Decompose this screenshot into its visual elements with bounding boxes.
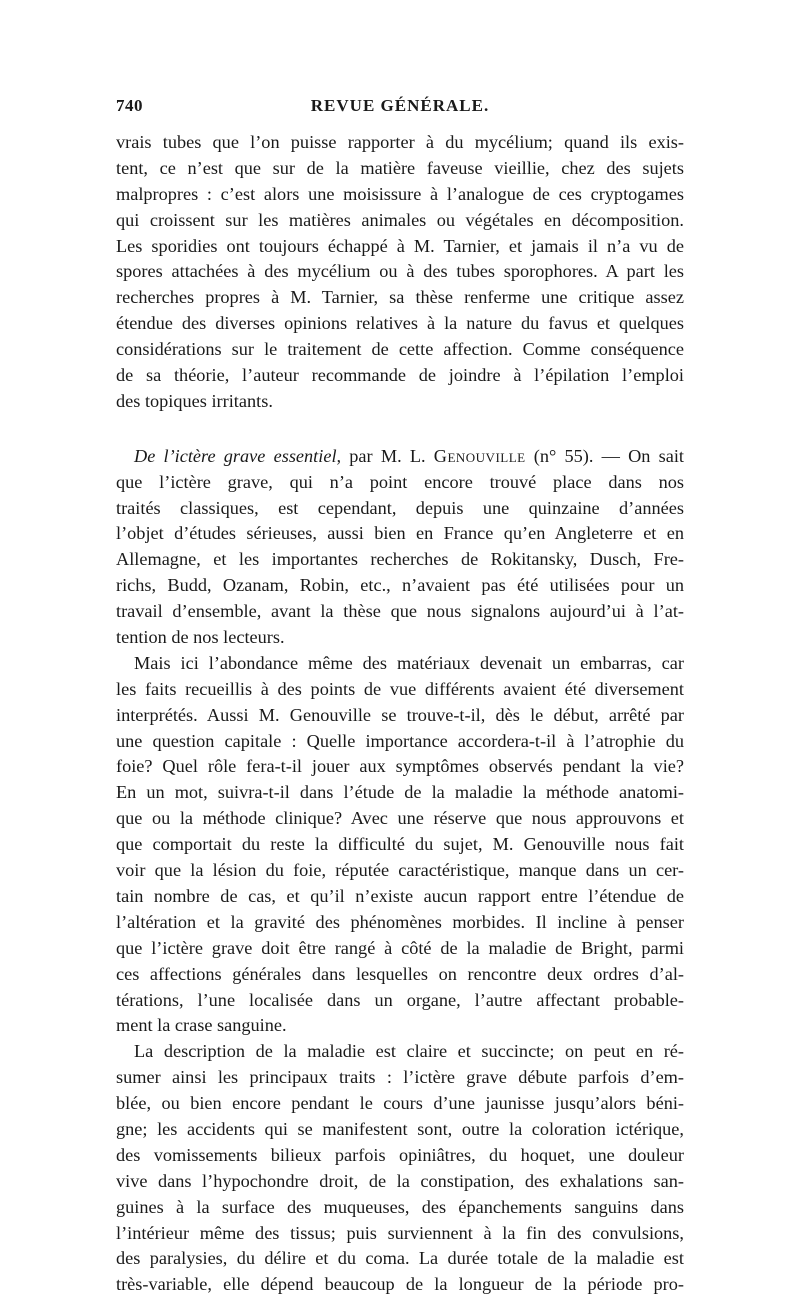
section-heading-line xyxy=(116,444,684,470)
text-line: malpropres : c’est alors une moisissure à l’analogue de ces cryptogames xyxy=(116,183,684,204)
text-line: travail d’ensemble, avant la thèse que nous signalons aujourd’ui à l’at- xyxy=(116,601,684,622)
text-line: que comportait du reste la difficulté du sujet, M. Genouville nous fait xyxy=(116,834,684,855)
text-line: voir que la lésion du foie, réputée caractéristique, manque dans un cer- xyxy=(116,860,684,881)
text-line: que l’ictère grave doit être rangé à côté de la maladie de Bright, parmi xyxy=(116,937,684,958)
article-body xyxy=(116,130,684,1298)
text-line: Allemagne, et les importantes recherches de Rokitansky, Dusch, Fre- xyxy=(116,549,684,570)
running-header xyxy=(116,96,684,122)
text-line: des paralysies, du délire et du coma. La durée totale de la maladie est xyxy=(116,1248,684,1269)
page-number: 740 xyxy=(116,96,143,115)
text-line: En un mot, suivra-t-il dans l’étude de la maladie la méthode anatomi- xyxy=(116,782,684,803)
text-line: qui croissent sur les matières animales ou végétales en décomposition. xyxy=(116,209,684,230)
text-line: tain nombre de cas, et qu’il n’existe aucun rapport entre l’étendue de xyxy=(116,885,684,906)
text-line: guines à la surface des muqueuses, des épanchements sanguins dans xyxy=(116,1196,684,1217)
section-gap xyxy=(116,415,684,444)
text-line: l’intérieur même des tissus; puis surviennent à la fin des convulsions, xyxy=(116,1222,684,1243)
article-title: De l’ictère grave essentiel, xyxy=(134,445,342,466)
text-line: tent, ce n’est que sur de la matière faveuse vieillie, chez des sujets xyxy=(116,157,684,178)
text-line: Mais ici l’abondance même des matériaux devenait un embarras, car xyxy=(134,652,684,673)
text-line: une question capitale : Quelle importance accordera-t-il à l’atrophie du xyxy=(116,730,684,751)
text-line: l’altération et la gravité des phénomènes morbides. Il incline à penser xyxy=(116,911,684,932)
text-line: étendue des diverses opinions relatives à la nature du favus et quelques xyxy=(116,313,684,334)
text-line: tention de nos lecteurs. xyxy=(116,627,285,648)
text-line: que ou la méthode clinique? Avec une réserve que nous approuvons et xyxy=(116,808,684,829)
text-line: Les sporidies ont toujours échappé à M. Tarnier, et jamais il n’a vu de xyxy=(116,235,684,256)
text-line: l’objet d’études sérieuses, aussi bien en France qu’en Angleterre et en xyxy=(116,523,684,544)
author-name: Genouville xyxy=(433,445,526,466)
text-line: spores attachées à des mycélium ou à des tubes sporophores. A part les xyxy=(116,261,684,282)
text-line: des vomissements bilieux parfois opiniâtres, du hoquet, une douleur xyxy=(116,1144,684,1165)
text-line: que l’ictère grave, qui n’a point encore trouvé place dans nos xyxy=(116,471,684,492)
text-line: interprétés. Aussi M. Genouville se trouve-t-il, dès le début, arrêté par xyxy=(116,704,684,725)
paragraph-ictere-description xyxy=(116,1039,684,1298)
text-line: richs, Budd, Ozanam, Robin, etc., n’avaient pas été utilisées pour un xyxy=(116,575,684,596)
text-line: les faits recueillis à des points de vue différents avaient été diversement xyxy=(116,678,684,699)
text-line: traités classiques, est cependant, depuis une quinzaine d’années xyxy=(116,497,684,518)
text-line: vrais tubes que l’on puisse rapporter à du mycélium; quand ils exis- xyxy=(116,132,684,152)
text-line: ces affections générales dans lesquelles on rencontre deux ordres d’al- xyxy=(116,963,684,984)
text-line: térations, l’une localisée dans un organe, l’autre affectant probable- xyxy=(116,989,684,1010)
text-line: sumer ainsi les principaux traits : l’ictère grave débute parfois d’em- xyxy=(116,1067,684,1088)
text-line: recherches propres à M. Tarnier, sa thèse renferme une critique assez xyxy=(116,287,684,308)
author-prefix: par M. L. xyxy=(341,445,434,466)
text-line: blée, ou bien encore pendant le cours d’une jaunisse jusqu’alors béni- xyxy=(116,1093,684,1114)
text-line: gne; les accidents qui se manifestent sont, outre la coloration ictérique, xyxy=(116,1118,684,1139)
text-line: considérations sur le traitement de cette affection. Comme conséquence xyxy=(116,339,684,360)
text-line: La description de la maladie est claire et succincte; on peut en ré- xyxy=(134,1041,684,1062)
text-line: de sa théorie, l’auteur recommande de joindre à l’épilation l’emploi xyxy=(116,365,684,386)
heading-line-rest: (n° 55). — On sait xyxy=(525,445,685,466)
text-line: vive dans l’hypochondre droit, de la constipation, des exhalations san- xyxy=(116,1170,684,1191)
text-line: ment la crase sanguine. xyxy=(116,1015,287,1036)
paragraph-ictere-method xyxy=(116,651,684,1039)
paragraph-favus-conclusion xyxy=(116,130,684,415)
text-line: très-variable, elle dépend beaucoup de la longueur de la période pro- xyxy=(116,1274,684,1295)
text-line: foie? Quel rôle fera-t-il jouer aux symptômes observés pendant la vie? xyxy=(116,756,684,777)
running-title: REVUE GÉNÉRALE. xyxy=(310,96,490,115)
text-line: des topiques irritants. xyxy=(116,390,273,411)
paragraph-ictere-intro xyxy=(116,444,684,651)
